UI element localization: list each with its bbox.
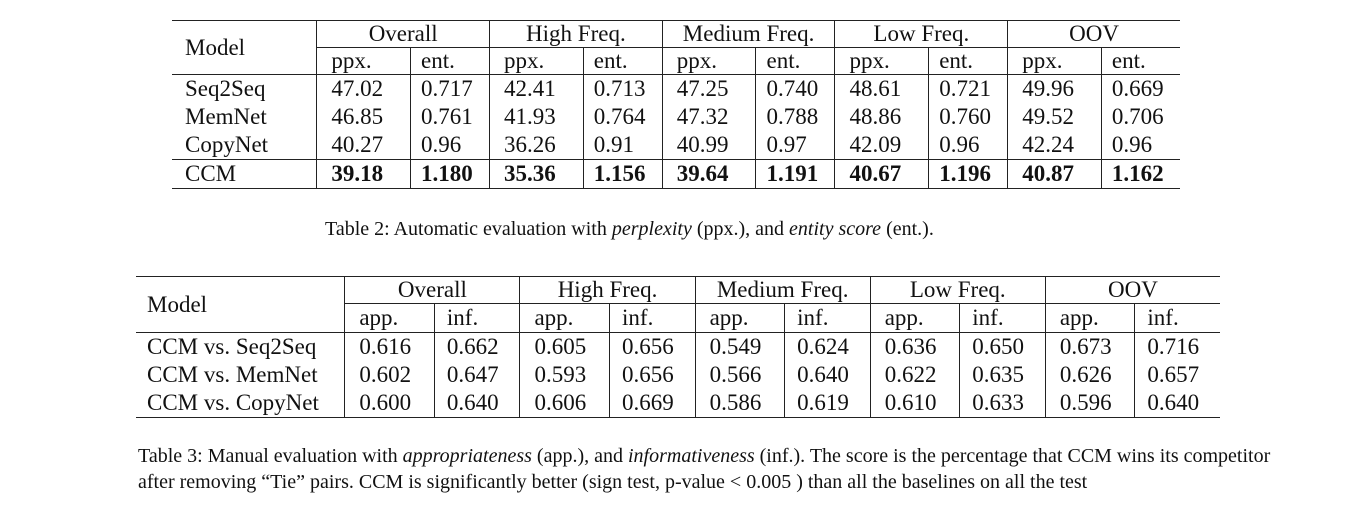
table-cell: 0.713 xyxy=(583,75,662,104)
row-model: CCM vs. Seq2Seq xyxy=(147,334,317,359)
table-cell: 0.96 xyxy=(411,131,490,160)
subcol-header: inf. xyxy=(434,304,520,333)
table-3-caption xyxy=(138,443,1338,495)
table-cell: 47.25 xyxy=(662,75,756,104)
group-header-low-freq: Low Freq. xyxy=(835,21,1008,48)
subcol-header: ppx. xyxy=(490,48,584,75)
table-cell: 0.586 xyxy=(695,389,785,418)
table-cell: 39.64 xyxy=(662,160,756,189)
table-cell: 0.622 xyxy=(870,361,960,389)
table-cell: 0.761 xyxy=(411,103,490,131)
table-cell: 0.605 xyxy=(520,333,610,362)
table-2-caption xyxy=(325,216,934,242)
row-model: CCM vs. MemNet xyxy=(147,362,318,387)
table-cell: 48.61 xyxy=(835,75,929,104)
table-row xyxy=(136,333,1220,362)
subcol-header: app. xyxy=(1045,304,1135,333)
table-row xyxy=(172,75,1180,104)
table-2 xyxy=(172,20,1180,189)
group-header-oov: OOV xyxy=(1008,21,1180,48)
table-cell: 0.91 xyxy=(583,131,662,160)
subcol-header: app. xyxy=(695,304,785,333)
table-cell: 40.99 xyxy=(662,131,756,160)
subcol-header: inf. xyxy=(610,304,696,333)
table-cell: 0.633 xyxy=(960,389,1046,418)
table-cell: 0.788 xyxy=(756,103,835,131)
subcol-header: ent. xyxy=(929,48,1008,75)
group-header-medium-freq: Medium Freq. xyxy=(662,21,835,48)
table-cell: 49.96 xyxy=(1008,75,1102,104)
row-model: CCM vs. CopyNet xyxy=(136,389,345,418)
table-cell: 0.626 xyxy=(1045,361,1135,389)
subcol-header: ppx. xyxy=(317,48,411,75)
table-cell: 36.26 xyxy=(490,131,584,160)
subcol-header: ent. xyxy=(1101,48,1180,75)
table-cell: 0.610 xyxy=(870,389,960,418)
table-cell: 0.636 xyxy=(870,333,960,362)
table-cell: 0.760 xyxy=(929,103,1008,131)
table-cell: 0.549 xyxy=(695,333,785,362)
table-cell: 47.32 xyxy=(662,103,756,131)
table-cell: 42.41 xyxy=(490,75,584,104)
row-model: Seq2Seq xyxy=(185,76,266,101)
group-header-medium-freq: Medium Freq. xyxy=(695,277,870,304)
subcol-header: ent. xyxy=(756,48,835,75)
model-header: Model xyxy=(172,21,317,75)
table-row xyxy=(172,131,1180,160)
table-row xyxy=(136,361,1220,389)
table-cell: 0.669 xyxy=(610,389,696,418)
table-row-best xyxy=(172,160,1180,189)
subcol-header: app. xyxy=(345,304,435,333)
table-cell: 1.162 xyxy=(1101,160,1180,189)
row-model: MemNet xyxy=(185,104,267,129)
group-header-low-freq: Low Freq. xyxy=(870,277,1045,304)
table-cell: 0.593 xyxy=(520,361,610,389)
table-row xyxy=(136,389,1220,418)
table-cell: 0.764 xyxy=(583,103,662,131)
caption-text: (ppx.), and xyxy=(691,218,790,240)
table-cell: 0.717 xyxy=(411,75,490,104)
caption-term: entity score xyxy=(789,218,882,240)
table-cell: 0.600 xyxy=(345,389,435,418)
caption-term: informativeness xyxy=(627,445,755,467)
table-cell: 0.640 xyxy=(1135,389,1220,418)
table-cell: 42.24 xyxy=(1008,131,1102,160)
caption-text: (inf.). The score is the percentage that CCM wins its competitor xyxy=(754,445,1271,467)
table-cell: 48.86 xyxy=(835,103,929,131)
caption-term: appropriateness xyxy=(402,445,532,467)
subcol-header: app. xyxy=(870,304,960,333)
table-cell: 0.616 xyxy=(345,333,435,362)
row-model: CCM xyxy=(172,160,317,189)
table-cell: 0.596 xyxy=(1045,389,1135,418)
caption-text: (ent.). xyxy=(881,218,934,240)
table-cell: 46.85 xyxy=(317,103,411,131)
table-cell: 0.740 xyxy=(756,75,835,104)
table-cell: 0.635 xyxy=(960,361,1046,389)
subcol-header: inf. xyxy=(1135,304,1220,333)
table-cell: 0.647 xyxy=(434,361,520,389)
caption-text: Table 2: Automatic evaluation with xyxy=(325,218,612,240)
group-header-high-freq: High Freq. xyxy=(490,21,663,48)
table-cell: 0.602 xyxy=(345,361,435,389)
table-cell: 0.656 xyxy=(610,333,696,362)
table-cell: 1.196 xyxy=(929,160,1008,189)
table-cell: 0.96 xyxy=(1101,131,1180,160)
subcol-header: app. xyxy=(520,304,610,333)
subcol-header: ppx. xyxy=(1008,48,1102,75)
subcol-header: ppx. xyxy=(662,48,756,75)
table-cell: 39.18 xyxy=(317,160,411,189)
table-cell: 0.640 xyxy=(434,389,520,418)
table-cell: 1.156 xyxy=(583,160,662,189)
table-row xyxy=(172,103,1180,131)
table-cell: 49.52 xyxy=(1008,103,1102,131)
table-cell: 0.640 xyxy=(785,361,871,389)
table-cell: 47.02 xyxy=(317,75,411,104)
table-cell: 0.650 xyxy=(960,333,1046,362)
subcol-header: ent. xyxy=(583,48,662,75)
table-cell: 1.180 xyxy=(411,160,490,189)
model-header: Model xyxy=(136,277,345,333)
group-header-overall: Overall xyxy=(317,21,490,48)
table-cell: 0.619 xyxy=(785,389,871,418)
table-cell: 1.191 xyxy=(756,160,835,189)
subcol-header: inf. xyxy=(785,304,871,333)
table-cell: 40.87 xyxy=(1008,160,1102,189)
table-cell: 0.669 xyxy=(1101,75,1180,104)
subcol-header: ppx. xyxy=(835,48,929,75)
table-cell: 0.96 xyxy=(929,131,1008,160)
table-cell: 40.67 xyxy=(835,160,929,189)
table-cell: 0.706 xyxy=(1101,103,1180,131)
table-cell: 40.27 xyxy=(317,131,411,160)
table-cell: 0.657 xyxy=(1135,361,1220,389)
table-3 xyxy=(136,276,1220,418)
table-cell: 0.721 xyxy=(929,75,1008,104)
table-cell: 0.656 xyxy=(610,361,696,389)
table-cell: 0.566 xyxy=(695,361,785,389)
table-cell: 35.36 xyxy=(490,160,584,189)
caption-term: perplexity xyxy=(611,218,692,240)
table-cell: 0.97 xyxy=(756,131,835,160)
table-cell: 41.93 xyxy=(490,103,584,131)
caption-line-2: after removing “Tie” pairs. CCM is significantly better (sign test, p-value < 0.005 ) than all the baselines on all the test xyxy=(138,471,1088,493)
table-cell: 42.09 xyxy=(835,131,929,160)
subcol-header: inf. xyxy=(960,304,1046,333)
caption-line-1 xyxy=(138,443,1338,469)
row-model: CopyNet xyxy=(185,132,269,157)
table-cell: 0.673 xyxy=(1045,333,1135,362)
caption-text: Table 3: Manual evaluation with xyxy=(138,445,403,467)
group-header-high-freq: High Freq. xyxy=(520,277,695,304)
subcol-header: ent. xyxy=(411,48,490,75)
table-cell: 0.716 xyxy=(1135,333,1220,362)
group-header-oov: OOV xyxy=(1045,277,1220,304)
group-header-overall: Overall xyxy=(345,277,520,304)
table-cell: 0.624 xyxy=(785,333,871,362)
table-cell: 0.606 xyxy=(520,389,610,418)
caption-text: (app.), and xyxy=(531,445,628,467)
table-cell: 0.662 xyxy=(434,333,520,362)
